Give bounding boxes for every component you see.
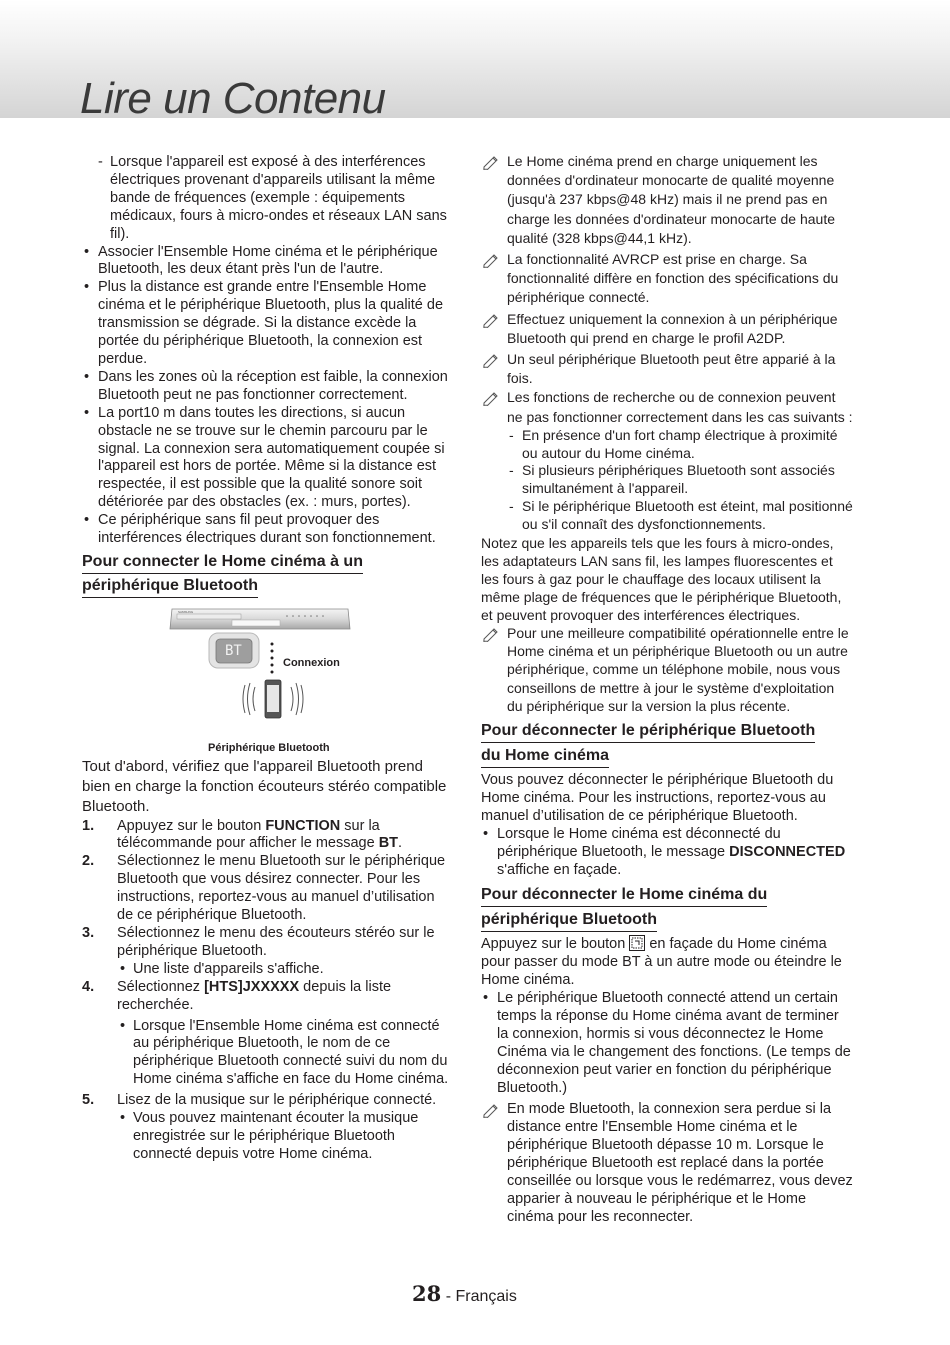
list-item: • Le périphérique Bluetooth connecté attend un certain temps la réponse du Home cinéma avant de terminer la connexion, hormis si vous déconnectez le Home Cinéma via le changement des fonctions. (Le temps de déconnexion peut varier en fonction du périphérique Bluetooth.) xyxy=(483,990,851,1097)
list-item: • Plus la distance est grande entre l'Ensemble Home cinéma et le périphérique Bluetooth, plus la qualité de transmission se dégrade. Si la distance excède la portée du périphérique Bluetooth, la connexion est perdue. xyxy=(84,279,444,367)
note: Pour une meilleure compatibilité opérationnelle entre le Home cinéma et un périphérique Bluetooth ou un autre périphérique, comme un téléphone mobile, nous vous conseillons de mettre à jour le système d'exploitation du périphérique sur la version la plus récente. xyxy=(481,624,853,715)
disconnect-cinema-body: Appuyez sur le bouton en façade du Home cinéma pour passer du mode BT à un autre mode ou éteindre le Home cinéma. xyxy=(481,936,842,989)
note: Effectuez uniquement la connexion à un périphérique Bluetooth qui prend en charge le profil A2DP. xyxy=(481,310,853,348)
bt-display-label: BT xyxy=(225,642,242,659)
list-item: • Associer l'Ensemble Home cinéma et le périphérique Bluetooth, les deux étant près l'un de l'autre. xyxy=(84,243,438,278)
step-2: 2. Sélectionnez le menu Bluetooth sur le périphérique Bluetooth que vous désirez connecter. Pour les instructions, reportez-vous au manuel d’utilisation de ce périphérique Bluetooth. xyxy=(82,853,446,924)
disconnect-device-body: Vous pouvez déconnecter le périphérique Bluetooth du Home cinéma. Pour les instructions, reportez-vous au manuel d’utilisation de ce périphérique Bluetooth. xyxy=(481,772,834,825)
step-3-sub: • Une liste d'appareils s'affiche. xyxy=(120,960,324,977)
note-pencil-icon xyxy=(482,352,500,368)
home-cinema-unit xyxy=(170,609,350,629)
interference-note: Notez que les appareils tels que les fours à micro-ondes, les adaptateurs LAN sans fil, les lampes fluorescentes et les fours à gaz pour le chauffage des locaux utilisent la même plage de fréquences que le périphérique Bluetooth, et peuvent provoquer des interférences électriques. xyxy=(481,534,842,623)
list-item: • Lorsque le Home cinéma est déconnecté du périphérique Bluetooth, le message DISCONNECTED s'affiche en façade. xyxy=(483,826,846,879)
section-heading-disconnect-device: Pour déconnecter le périphérique Bluetooth du Home cinéma xyxy=(481,719,853,768)
note: En mode Bluetooth, la connexion sera perdue si la distance entre l'Ensemble Home cinéma et le périphérique Bluetooth dépasse 10 m. Lorsque le périphérique Bluetooth est replacé dans la portée conseillée ou lorsque vous le redémarrez, vous devez apparier à nouveau le périphérique et le Home cinéma pour les reconnecter. xyxy=(481,1100,853,1226)
device-label: Périphérique Bluetooth xyxy=(208,741,330,754)
step-5: 5. Lisez de la musique sur le périphérique connecté. xyxy=(82,1092,437,1109)
page-number: 28 xyxy=(412,1281,442,1306)
connection-diagram xyxy=(82,605,452,755)
connection-dots xyxy=(271,642,274,673)
page-footer xyxy=(412,1281,517,1306)
step-1: 1. Appuyez sur le bouton FUNCTION sur la télécommande pour afficher le message BT. xyxy=(82,817,403,852)
footer-language: - Français xyxy=(445,1288,517,1305)
source-button-icon xyxy=(629,935,645,951)
list-item: • Dans les zones où la réception est faible, la connexion Bluetooth peut ne pas fonctionner correctement. xyxy=(84,368,448,403)
note: Un seul périphérique Bluetooth peut être apparié à la fois. xyxy=(481,350,853,388)
svg-text:SAMSUNG: SAMSUNG xyxy=(178,609,194,614)
note: Le Home cinéma prend en charge uniquement les données d'ordinateur monocarte de qualité moyenne (jusqu'à 237 kbps@48 kHz) mais il ne prend pas en charge les données d'ordinateur monocarte de haute qualité (328 kbps@44,1 kHz). xyxy=(481,152,853,248)
step-4-sub: • Lorsque l'Ensemble Home cinéma est connecté au périphérique Bluetooth, le nom de ce périphérique Bluetooth connecté suivi du nom du Home cinéma s'affiche en face du Home cinéma. xyxy=(120,1017,449,1088)
note-pencil-icon xyxy=(482,154,500,170)
step-4: 4. Sélectionnez [HTS]JXXXXX depuis la liste recherchée. xyxy=(82,978,392,1013)
step-3: 3. Sélectionnez le menu des écouteurs stéréo sur le périphérique Bluetooth. xyxy=(82,924,435,959)
home-cinema-illustration xyxy=(82,605,452,755)
note-pencil-icon xyxy=(482,390,500,406)
connection-label: Connexion xyxy=(283,656,340,669)
note-pencil-icon xyxy=(482,312,500,328)
step-5-sub: • Vous pouvez maintenant écouter la musique enregistrée sur le périphérique Bluetooth connecté depuis votre Home cinéma. xyxy=(120,1110,419,1162)
note-pencil-icon xyxy=(482,1102,500,1118)
list-item: - En présence d'un fort champ électrique à proximité ou autour du Home cinéma. xyxy=(509,426,838,461)
list-item: • Ce périphérique sans fil peut provoquer des interférences électriques durant son fonctionnement. xyxy=(84,512,436,547)
note: La fonctionnalité AVRCP est prise en charge. Sa fonctionnalité diffère en fonction des spécifications du périphérique connecté. xyxy=(481,250,853,308)
note-pencil-icon xyxy=(482,252,500,268)
intro-paragraph: Tout d'abord, vérifiez que l'appareil Bluetooth prend bien en charge la fonction écouteurs stéréo compatible Bluetooth. xyxy=(82,757,447,816)
list-item: - Si le périphérique Bluetooth est éteint, mal positionné ou s'il connaît des dysfonctionnements. xyxy=(509,498,853,532)
right-column xyxy=(481,152,853,1226)
list-item: - Lorsque l'appareil est exposé à des interférences électriques provenant d'appareils utilisant la même bande de fréquences (exemple : équipements médicaux, fours à micro-ondes et réseaux LAN sans fil). xyxy=(98,154,447,242)
phone-icon xyxy=(265,680,281,718)
section-heading-connect: Pour connecter le Home cinéma à un périphérique Bluetooth xyxy=(82,550,452,599)
page-title: Lire un Contenu xyxy=(80,74,386,123)
note: Les fonctions de recherche ou de connexion peuvent ne pas fonctionner correctement dans les cas suivants : xyxy=(481,388,853,426)
note-pencil-icon xyxy=(482,626,500,642)
left-column xyxy=(82,154,452,1164)
list-item: - Si plusieurs périphériques Bluetooth sont associés simultanément à l'appareil. xyxy=(509,462,835,497)
section-heading-disconnect-cinema: Pour déconnecter le Home cinéma du périphérique Bluetooth xyxy=(481,883,853,932)
list-item: • La port10 m dans toutes les directions, si aucun obstacle ne se trouve sur le chemin parcouru par le signal. La connexion sera automatiquement coupée si l'appareil est hors de portée. Même si la distance est respectée, il est possible que la qualité sonore soit détériorée par des obstacles (ex. : murs, portes). xyxy=(84,404,445,511)
